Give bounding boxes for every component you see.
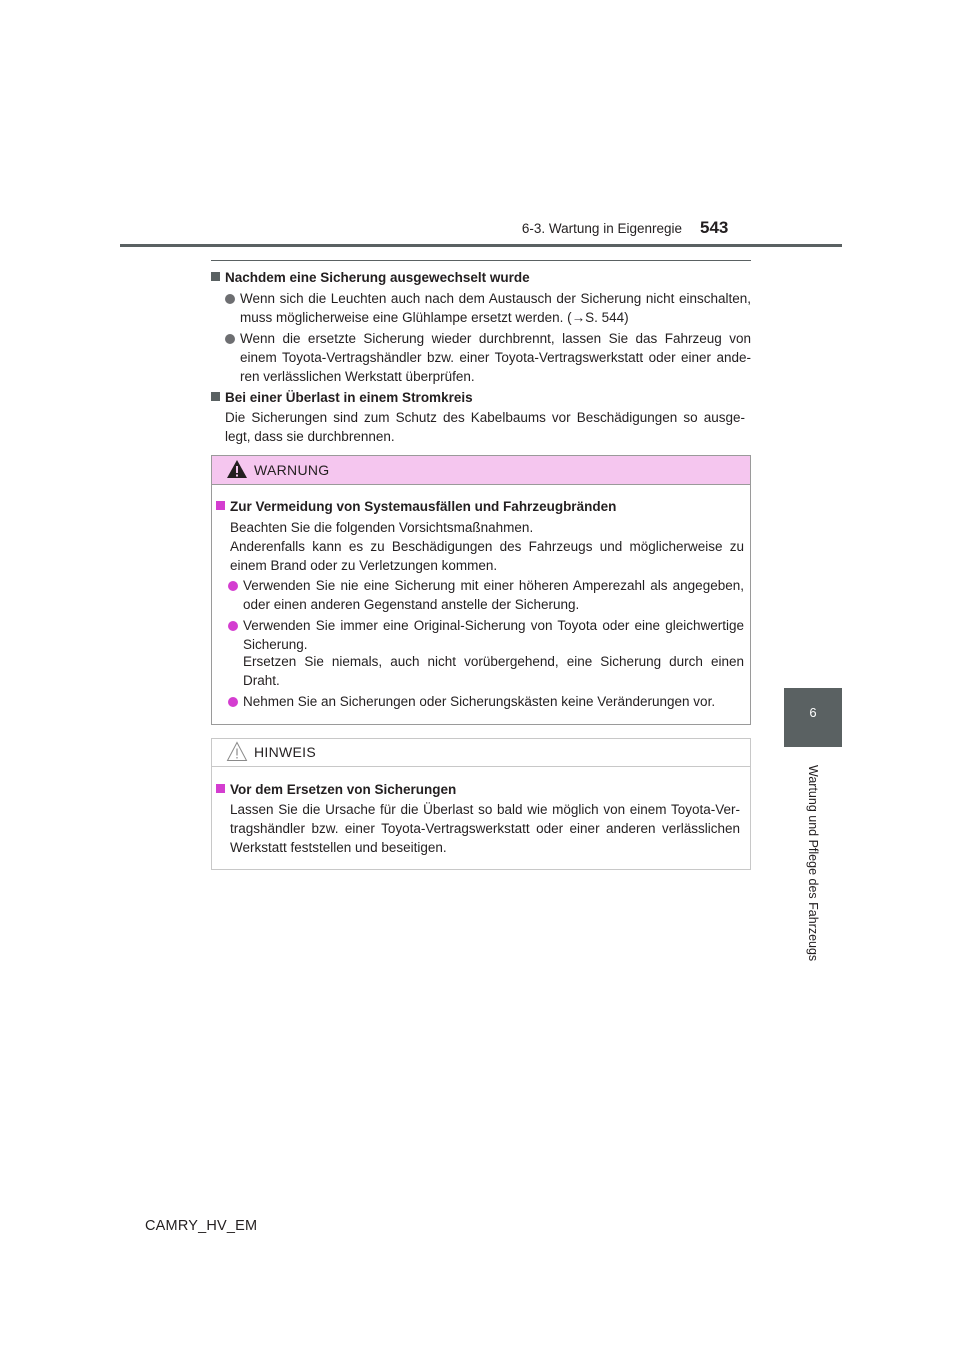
list-item: Verwenden Sie immer eine Original-Sicherung von Toyota oder eine gleichwertige Sicherung. xyxy=(243,616,744,654)
list-item: Wenn die ersetzte Sicherung wieder durchbrennt, lassen Sie das Fahrzeug von einem Toyota-Vertragshändler bzw. einer Toyota-Vertragswerkstatt oder einer ande- ren verlässlichen Werkstatt überprüfen. xyxy=(240,329,751,386)
warning-triangle-icon xyxy=(226,459,248,479)
content-top-rule xyxy=(211,260,751,261)
section-heading-fuse-replaced: Nachdem eine Sicherung ausgewechselt wurde xyxy=(211,268,756,287)
square-bullet-icon xyxy=(216,784,225,793)
square-bullet-icon xyxy=(211,272,220,281)
list-item: Nehmen Sie an Sicherungen oder Sicherungskästen keine Veränderungen vor. xyxy=(243,692,744,711)
header-rule xyxy=(120,244,842,247)
square-bullet-icon xyxy=(211,392,220,401)
circle-bullet-icon xyxy=(228,697,238,707)
model-code: CAMRY_HV_EM xyxy=(145,1218,258,1234)
list-item: Verwenden Sie nie eine Sicherung mit einer höheren Amperezahl als angegeben, oder einen anderen Gegenstand anstelle der Sicherung. xyxy=(243,576,744,614)
caution-triangle-icon xyxy=(226,741,248,762)
warning-intro-line2: Anderenfalls kann es zu Beschädigungen des Fahrzeugs und möglicherweise zu einem Brand oder zu Verletzungen kommen. xyxy=(230,539,744,573)
circle-bullet-icon xyxy=(228,581,238,591)
section-heading-overload: Bei einer Überlast in einem Stromkreis xyxy=(211,388,756,407)
note-title: HINWEIS xyxy=(254,744,316,760)
warning-heading: Zur Vermeidung von Systemausfällen und Fahrzeugbränden xyxy=(216,497,746,516)
warning-intro-line1: Beachten Sie die folgenden Vorsichtsmaßnahmen. xyxy=(230,520,534,535)
warning-bullet-continuation: Ersetzen Sie niemals, auch nicht vorübergehend, eine Sicherung durch einen Draht. xyxy=(243,654,744,688)
circle-bullet-icon xyxy=(225,294,235,304)
square-bullet-icon xyxy=(216,501,225,510)
circle-bullet-icon xyxy=(225,334,235,344)
section-text-overload: Die Sicherungen sind zum Schutz des Kabelbaums vor Beschädigungen so ausge- legt, dass sie durchbrennen. xyxy=(225,410,745,444)
list-item: Wenn sich die Leuchten auch nach dem Austausch der Sicherung nicht einschalten, muss möglicherweise eine Glühlampe ersetzt werden. (→S. 544) xyxy=(240,289,751,327)
note-heading: Vor dem Ersetzen von Sicherungen xyxy=(216,780,746,799)
chapter-tab-title: Wartung und Pflege des Fahrzeugs xyxy=(806,765,820,962)
note-header-rule xyxy=(212,766,750,767)
header-section-title: 6-3. Wartung in Eigenregie xyxy=(521,221,682,236)
chapter-tab-number: 6 xyxy=(809,705,817,720)
page-number: 543 xyxy=(700,218,729,237)
circle-bullet-icon xyxy=(228,621,238,631)
warning-title: WARNUNG xyxy=(254,462,330,478)
note-text: Lassen Sie die Ursache für die Überlast so bald wie möglich von einem Toyota-Ver- tragshändler bzw. einer Toyota-Vertragswerkstatt oder einer anderen verlässlichen Werkstatt feststellen und beseitigen. xyxy=(230,802,740,855)
